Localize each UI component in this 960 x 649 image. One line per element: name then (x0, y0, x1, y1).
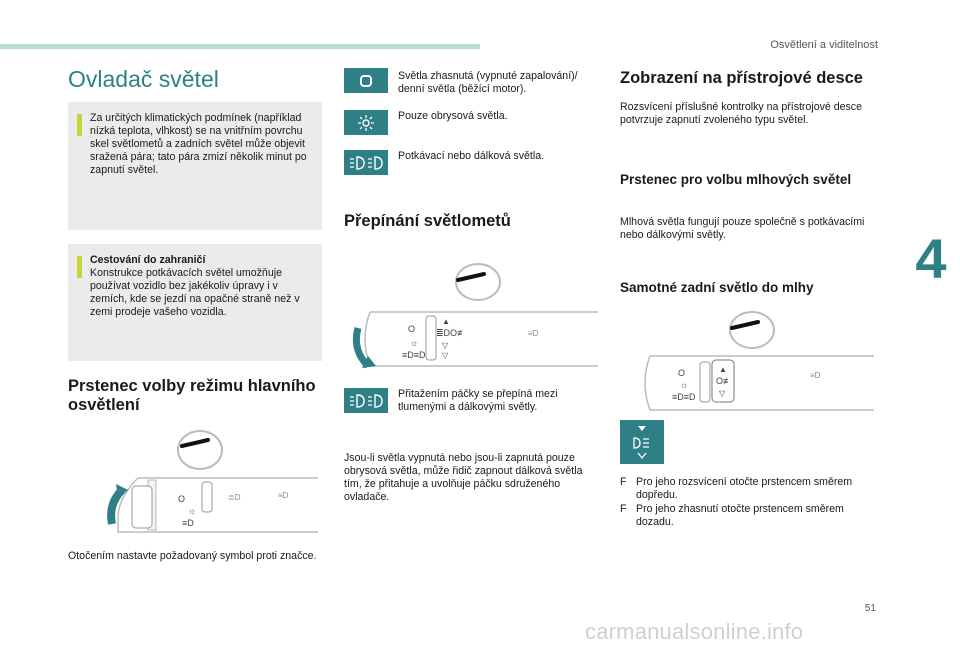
flash-paragraph: Jsou-li světla vypnutá nebo jsou-li zapnutá pouze obrysová světla, může řidič zapnout dálková světla tím, že přitahuje a uvolňuje páčku sdruženého ovladače. (344, 452, 583, 503)
option-beam-switch-text: Přitažením páčky se přepíná mezi tlumenými a dálkovými světly. (398, 388, 558, 413)
svg-text:▲: ▲ (719, 365, 727, 374)
svg-text:O: O (178, 494, 186, 504)
info-title-travel: Cestování do zahraničí (90, 254, 206, 266)
bullet-marker: F (620, 503, 627, 515)
bullet-marker: F (620, 476, 627, 488)
section-header: Osvětlení a viditelnost (770, 39, 878, 51)
option-sidelights-text: Pouze obrysová světla. (398, 110, 508, 122)
svg-text:≣D: ≣D (228, 493, 241, 502)
stalk-ring-illustration (78, 428, 322, 544)
svg-text:☼: ☼ (680, 380, 689, 390)
svg-text:≡D: ≡D (810, 371, 821, 380)
svg-text:▲: ▲ (442, 317, 450, 326)
page-number: 51 (864, 603, 876, 614)
option-off-text: Světla zhasnutá (vypnuté zapalování)/ denní světla (běžící motor). (398, 70, 578, 95)
rear-fog-icon (628, 424, 656, 460)
page-title: Ovladač světel (68, 66, 219, 92)
chapter-tab (902, 210, 960, 306)
svg-text:≡D: ≡D (528, 329, 539, 338)
heading-switching: Přepínání světlometů (344, 212, 511, 230)
svg-text:▽: ▽ (719, 389, 726, 398)
svg-text:▽: ▽ (442, 351, 449, 360)
lights-off-symbol (344, 68, 388, 93)
beam-switch-icon (348, 393, 384, 409)
info-icon (77, 114, 82, 136)
svg-text:≡D: ≡D (278, 491, 289, 500)
chapter-number: 4 (915, 226, 947, 290)
info-box-condensation (68, 102, 322, 230)
display-text: Rozsvícení příslušné kontrolky na přístrojové desce potvrzuje zapnutí zvoleného typu světel. (620, 101, 863, 126)
heading-rear-fog: Samotné zadní světlo do mlhy (620, 280, 814, 295)
off-icon (358, 73, 374, 89)
bullet-on (620, 476, 874, 502)
svg-text:O≢: O≢ (716, 376, 733, 386)
heading-display: Zobrazení na přístrojové desce (620, 69, 863, 87)
top-accent-bar (0, 44, 480, 49)
stalk-switch-illustration (350, 262, 598, 378)
bullet-off (620, 503, 874, 529)
caption-ring: Otočením nastavte požadovaný symbol proti značce. (68, 550, 317, 562)
info-icon (77, 256, 82, 278)
svg-text:≡D≡D: ≡D≡D (402, 350, 426, 360)
headlights-symbol (344, 150, 388, 175)
bullet-off-text: Pro jeho zhasnutí otočte prstencem směrem dozadu. (636, 503, 844, 528)
heading-fog-ring: Prstenec pro volbu mlhových světel (620, 172, 852, 187)
svg-text:▽: ▽ (442, 341, 449, 350)
bullet-on-text: Pro jeho rozsvícení otočte prstencem směrem dopředu. (636, 476, 853, 501)
watermark: carmanualsonline.info (585, 619, 804, 644)
info-text-condensation: Za určitých klimatických podmínek (například nízká teplota, vlhkost) se na vnitřním povrchu skel světlometů a zadních světel může objevit sražená pára; tato pára zmizí několik minut po zapnutí světel. (90, 112, 307, 176)
rear-fog-symbol (620, 420, 664, 464)
svg-text:O: O (408, 324, 416, 334)
beam-switch-symbol (344, 388, 388, 413)
option-headlights-text: Potkávací nebo dálková světla. (398, 150, 545, 162)
svg-text:☼: ☼ (410, 338, 419, 348)
svg-text:≣DO≢: ≣DO≢ (436, 328, 467, 338)
sidelights-symbol (344, 110, 388, 135)
sidelights-icon (356, 113, 376, 133)
info-text-travel: Konstrukce potkávacích světel umožňuje používat vozidlo bez jakékoliv úpravy i v zemích, kde se jezdí na opačné straně než v zemi prodeje vašeho vozidla. (90, 267, 300, 318)
headlights-icon (348, 155, 384, 171)
svg-text:≡D: ≡D (182, 518, 194, 528)
heading-main-ring: Prstenec volby režimu hlavního osvětlení (68, 377, 316, 414)
fog-text: Mlhová světla fungují pouze společně s potkávacími nebo dálkovými světly. (620, 216, 865, 241)
svg-text:≡D≡D: ≡D≡D (672, 392, 696, 402)
svg-text:O: O (678, 368, 686, 378)
stalk-fog-illustration (630, 310, 874, 416)
info-box-travel (68, 244, 322, 361)
svg-text:☼: ☼ (188, 506, 197, 516)
